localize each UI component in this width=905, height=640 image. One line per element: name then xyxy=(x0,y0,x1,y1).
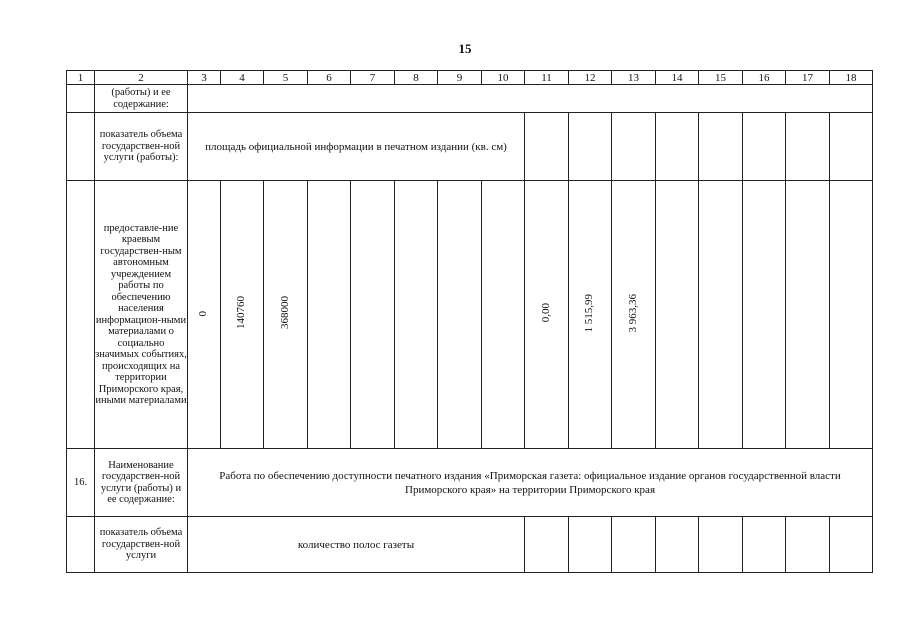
row-number-cell: 16. xyxy=(67,449,95,517)
header-cell: 9 xyxy=(438,71,482,85)
value-text: 140760 xyxy=(235,296,248,330)
table-cell xyxy=(786,517,830,573)
table-cell xyxy=(699,517,743,573)
row-number-cell xyxy=(67,517,95,573)
row-number-cell xyxy=(67,113,95,181)
row-description: показатель объема государствен-ной услуги (работы): xyxy=(95,113,188,181)
row-description: (работы) и ее содержание: xyxy=(95,85,188,113)
table-cell xyxy=(612,113,656,181)
row-description: предоставле-ние краевым государствен-ным автономным учреждением работы по обеспечению населения информацион-ными материалами о социально значимых событиях, происходящих на территории Приморского края, иными материалами xyxy=(95,181,188,449)
table-cell xyxy=(786,113,830,181)
table-cell xyxy=(786,181,830,449)
value-cell xyxy=(188,181,221,449)
header-cell: 10 xyxy=(482,71,525,85)
header-cell: 3 xyxy=(188,71,221,85)
value-text: 3 963,36 xyxy=(626,293,639,332)
table-cell xyxy=(656,181,699,449)
table-cell xyxy=(830,181,873,449)
table-cell xyxy=(743,113,786,181)
row-number-cell xyxy=(67,85,95,113)
table-row xyxy=(67,113,873,181)
header-cell: 12 xyxy=(569,71,612,85)
services-table xyxy=(66,70,873,573)
table-row xyxy=(67,85,873,113)
value-text: 0 xyxy=(197,311,210,317)
value-cell xyxy=(525,181,569,449)
indicator-text xyxy=(188,517,525,573)
header-cell: 15 xyxy=(699,71,743,85)
value-text: 368000 xyxy=(278,296,291,330)
table-cell xyxy=(525,113,569,181)
empty-span-cell xyxy=(188,85,873,113)
header-cell: 18 xyxy=(830,71,873,85)
value-text: 0,00 xyxy=(539,303,552,323)
row-description: Наименование государствен-ной услуги (работы) и ее содержание: xyxy=(95,449,188,517)
page-number: 15 xyxy=(458,41,472,56)
table-cell xyxy=(743,181,786,449)
value-cell xyxy=(264,181,308,449)
value-cell xyxy=(221,181,264,449)
table-cell xyxy=(482,181,525,449)
indicator-text xyxy=(188,113,525,181)
header-cell: 8 xyxy=(395,71,438,85)
header-cell: 17 xyxy=(786,71,830,85)
header-cell: 7 xyxy=(351,71,395,85)
table-cell xyxy=(569,113,612,181)
value-cell xyxy=(569,181,612,449)
header-cell: 16 xyxy=(743,71,786,85)
table-cell xyxy=(743,517,786,573)
table-cell xyxy=(351,181,395,449)
value-cell xyxy=(612,181,656,449)
table-cell xyxy=(699,181,743,449)
table-cell xyxy=(438,181,482,449)
header-row xyxy=(67,71,873,85)
table-cell xyxy=(525,517,569,573)
table-row xyxy=(67,449,873,517)
indicator-label: площадь официальной информации в печатном издании (кв. см) xyxy=(205,140,507,153)
header-cell: 6 xyxy=(308,71,351,85)
service-name-cell xyxy=(188,449,873,517)
table-cell xyxy=(569,517,612,573)
header-cell: 1 xyxy=(67,71,95,85)
header-cell: 14 xyxy=(656,71,699,85)
table-cell xyxy=(656,113,699,181)
table-cell xyxy=(612,517,656,573)
value-text: 1 515,99 xyxy=(583,293,596,332)
header-cell: 13 xyxy=(612,71,656,85)
indicator-label: количество полос газеты xyxy=(297,538,415,551)
table-cell xyxy=(308,181,351,449)
header-cell: 4 xyxy=(221,71,264,85)
row-description: показатель объема государствен-ной услуги xyxy=(95,517,188,573)
table-row xyxy=(67,181,873,449)
header-cell: 5 xyxy=(264,71,308,85)
table-row xyxy=(67,517,873,573)
table-cell xyxy=(830,113,873,181)
header-cell: 11 xyxy=(525,71,569,85)
table-cell xyxy=(656,517,699,573)
table-cell xyxy=(830,517,873,573)
table-cell xyxy=(395,181,438,449)
service-name: Работа по обеспечению доступности печатного издания «Приморская газета: официальное издание органов государственной власти Приморского края» на территории Приморского края xyxy=(219,469,841,496)
table-cell xyxy=(699,113,743,181)
row-number-cell xyxy=(67,181,95,449)
header-cell: 2 xyxy=(95,71,188,85)
